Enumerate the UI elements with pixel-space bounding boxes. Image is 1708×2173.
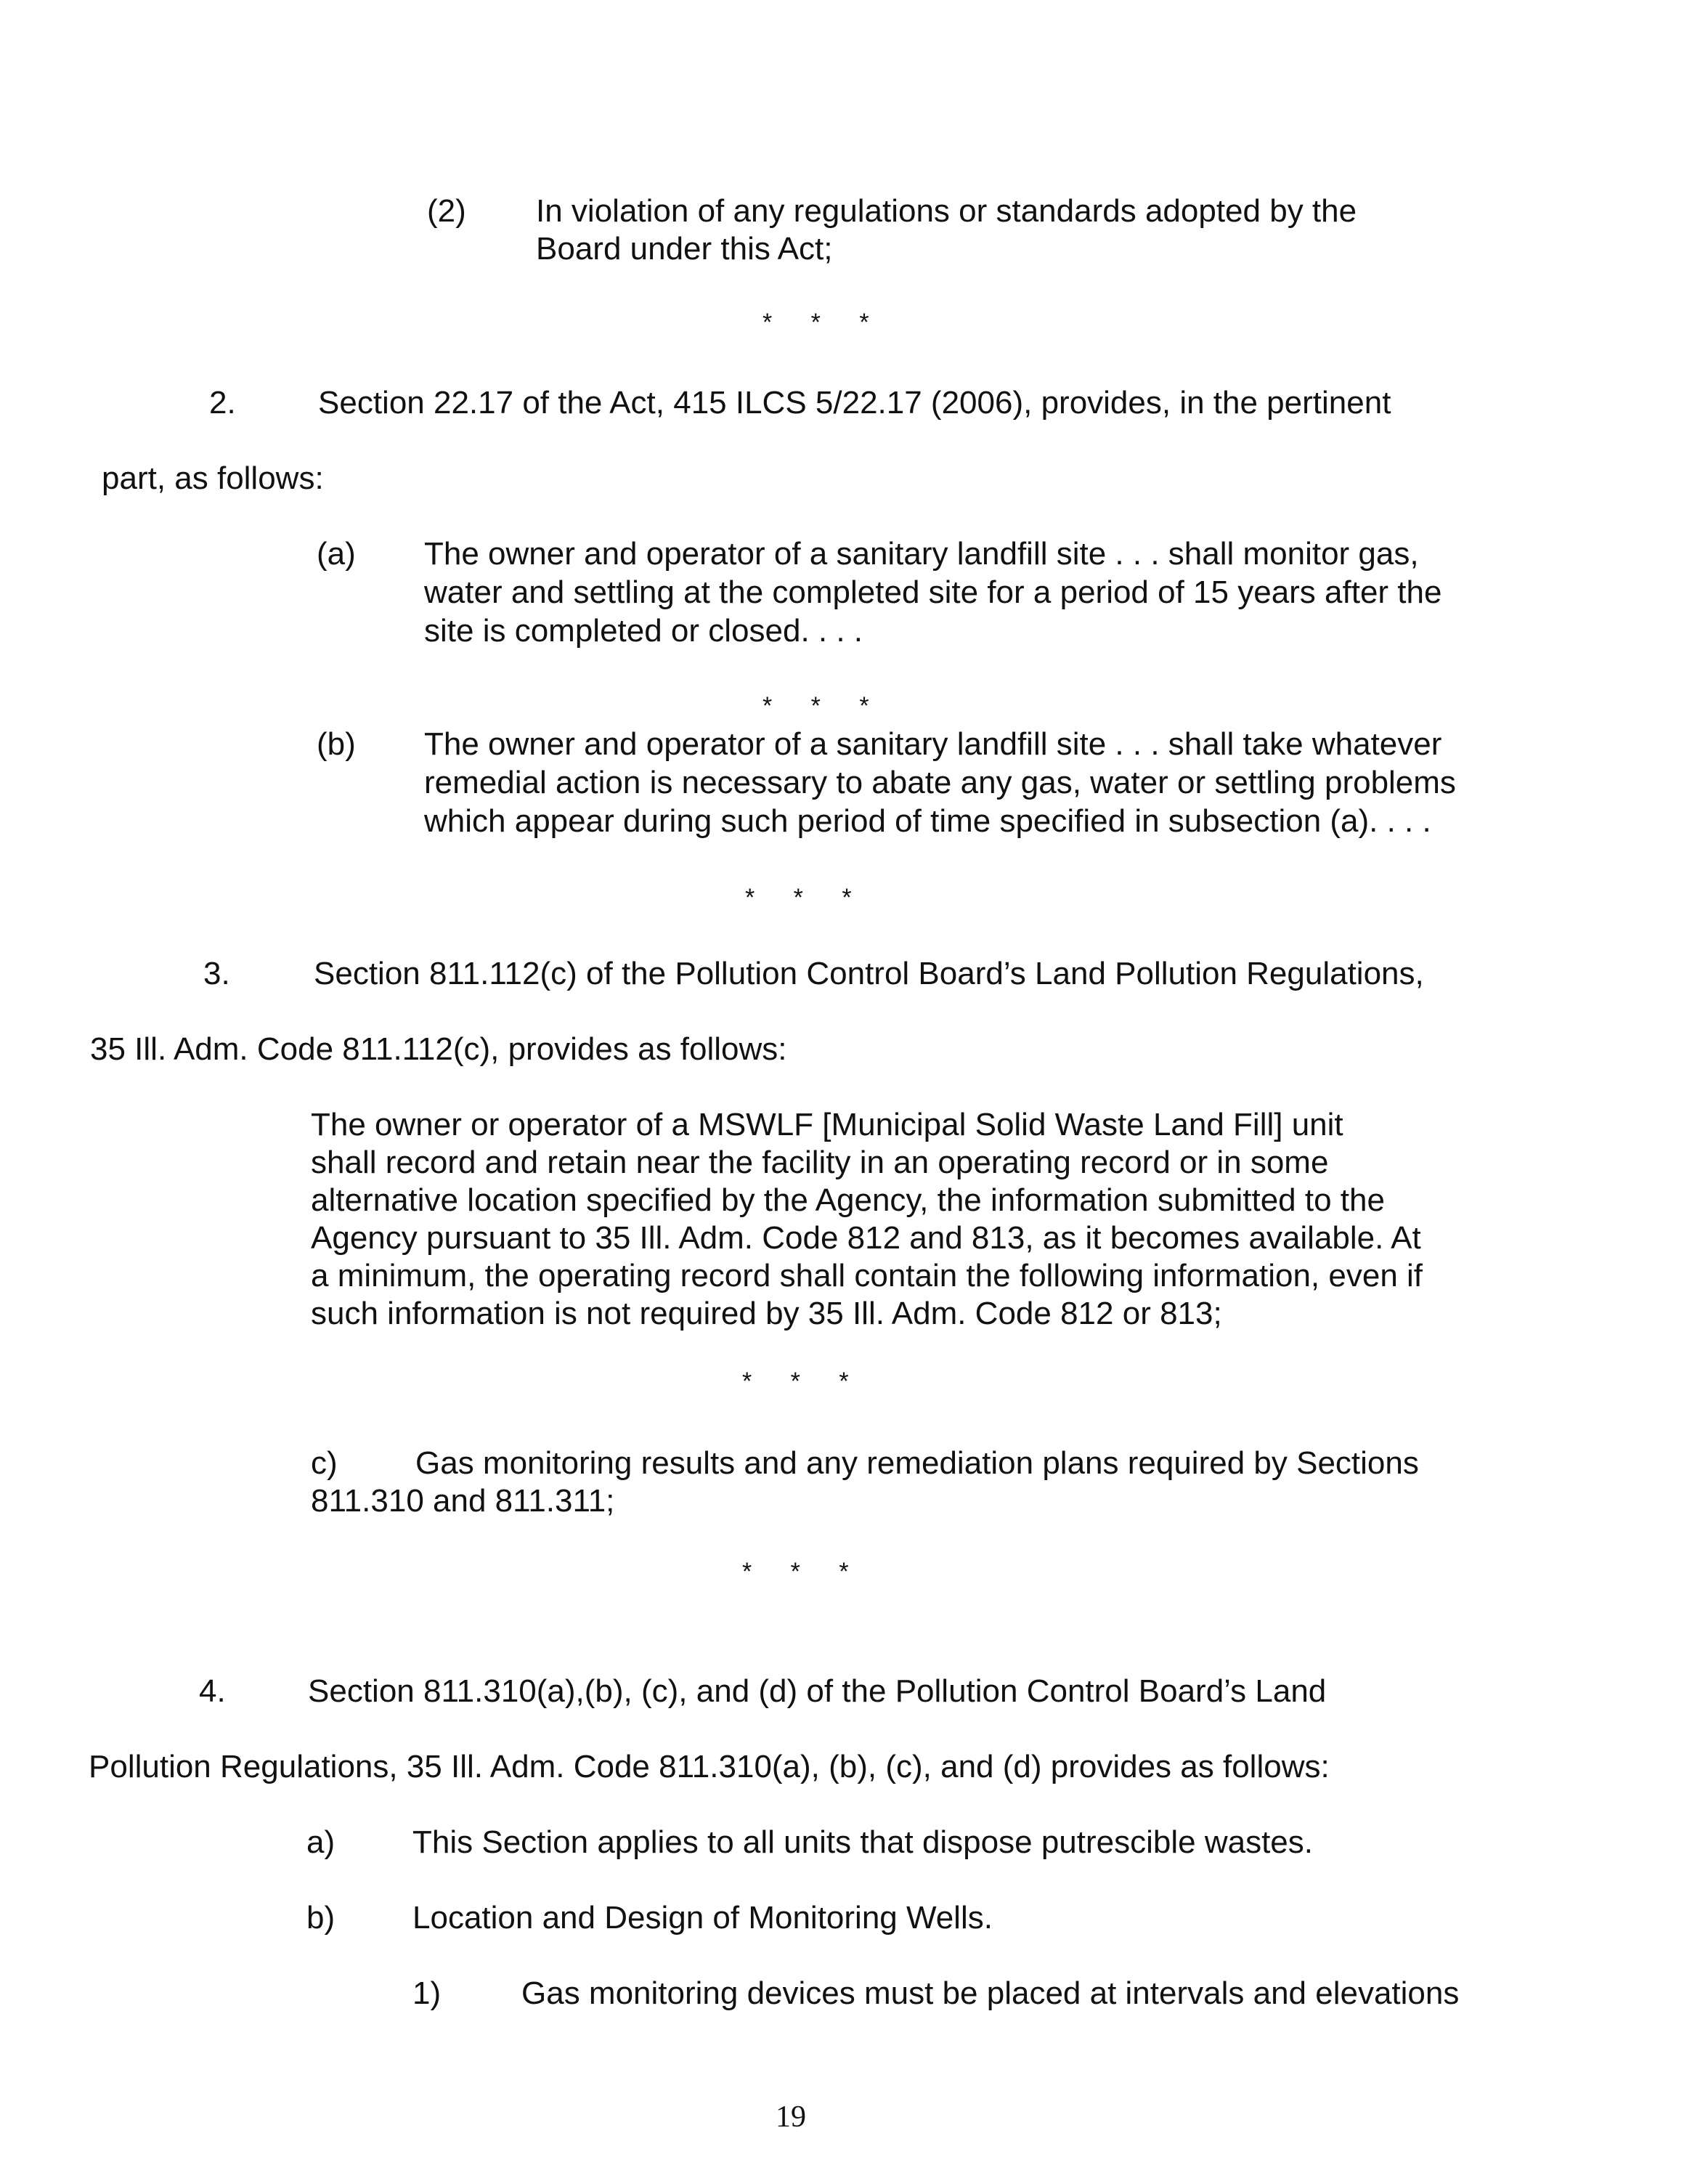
subsection-text-line: The owner and operator of a sanitary landfill site . . . shall take whatever (424, 726, 1442, 762)
list-text: Location and Design of Monitoring Wells. (412, 1900, 993, 1936)
item-label: (2) (427, 193, 466, 229)
section-break-stars: * * * (745, 884, 868, 911)
list-text: Gas monitoring devices must be placed at intervals and elevations (521, 1975, 1460, 2011)
subsection-label: (a) (317, 536, 356, 572)
paragraph-number: 3. (203, 956, 230, 991)
subsection-text-line: site is completed or closed. . . . (424, 613, 863, 649)
section-break-stars: * * * (742, 1558, 865, 1585)
subsection-label: (b) (317, 726, 356, 762)
subsection-text-line: Gas monitoring results and any remediation plans required by Sections (415, 1445, 1419, 1481)
paragraph-number: 4. (199, 1673, 226, 1709)
subsection-text-line: 811.310 and 811.311; (311, 1483, 615, 1519)
section-break-stars: * * * (742, 1368, 865, 1395)
quote-line: such information is not required by 35 Ill. Adm. Code 812 or 813; (311, 1296, 1222, 1331)
item-text-line: In violation of any regulations or standards adopted by the (536, 193, 1357, 229)
quote-line: Agency pursuant to 35 Ill. Adm. Code 812 and 813, as it becomes available. At (311, 1220, 1421, 1256)
paragraph-line: Section 811.112(c) of the Pollution Control Board’s Land Pollution Regulations, (314, 956, 1424, 991)
subsection-text-line: which appear during such period of time specified in subsection (a). . . . (424, 803, 1431, 839)
page-number: 19 (776, 2100, 806, 2134)
section-break-stars: * * * (762, 692, 885, 720)
subsection-text-line: The owner and operator of a sanitary landfill site . . . shall monitor gas, (424, 536, 1419, 572)
paragraph-line: Pollution Regulations, 35 Ill. Adm. Code 811.310(a), (b), (c), and (d) provides as follows: (89, 1749, 1330, 1784)
paragraph-line: 35 Ill. Adm. Code 811.112(c), provides as follows: (90, 1031, 787, 1067)
paragraph-line: Section 811.310(a),(b), (c), and (d) of the Pollution Control Board’s Land (308, 1673, 1327, 1709)
section-break-stars: * * * (762, 309, 885, 336)
paragraph-number: 2. (209, 385, 236, 421)
list-text: This Section applies to all units that dispose putrescible wastes. (412, 1824, 1313, 1860)
subsection-label: c) (311, 1445, 338, 1481)
list-label: 1) (412, 1975, 442, 2011)
quote-line: shall record and retain near the facility in an operating record or in some (311, 1145, 1329, 1180)
paragraph-line: Section 22.17 of the Act, 415 ILCS 5/22.17 (2006), provides, in the pertinent (318, 385, 1391, 421)
subsection-text-line: water and settling at the completed site for a period of 15 years after the (424, 574, 1442, 610)
paragraph-line: part, as follows: (102, 460, 324, 496)
list-label: b) (306, 1900, 336, 1936)
quote-line: a minimum, the operating record shall contain the following information, even if (311, 1258, 1423, 1293)
quote-line: The owner or operator of a MSWLF [Municipal Solid Waste Land Fill] unit (311, 1107, 1343, 1142)
quote-line: alternative location specified by the Agency, the information submitted to the (311, 1182, 1385, 1218)
list-label: a) (306, 1824, 336, 1860)
item-text-line: Board under this Act; (536, 231, 833, 267)
subsection-text-line: remedial action is necessary to abate any gas, water or settling problems (424, 765, 1456, 800)
